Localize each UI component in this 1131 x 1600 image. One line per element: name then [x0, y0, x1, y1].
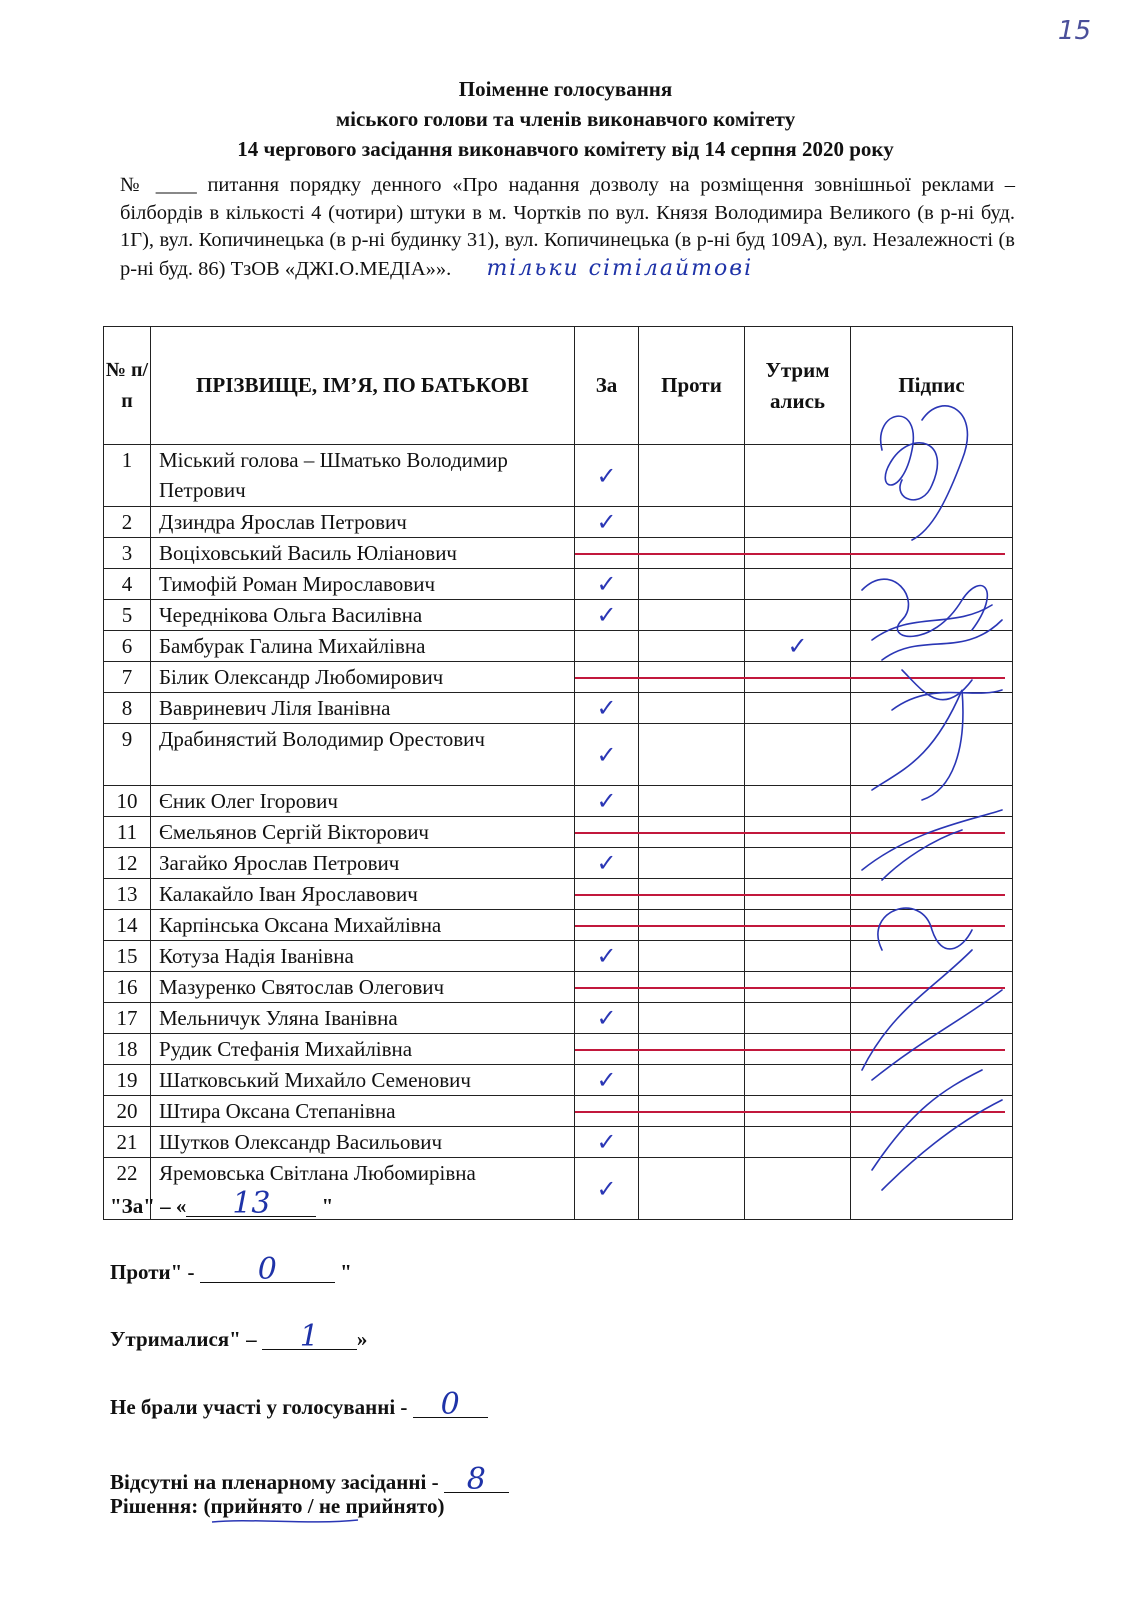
check-mark-icon: ✓: [596, 849, 617, 877]
member-name: Тимофій Роман Мирославович: [151, 569, 575, 600]
check-mark-icon: ✓: [596, 1004, 617, 1032]
row-number: 2: [104, 507, 151, 538]
vote-cell-for: [575, 786, 639, 817]
row-number: 17: [104, 1003, 151, 1034]
vote-cell-against: [639, 693, 745, 724]
row-number: 7: [104, 662, 151, 693]
summary-absent: [110, 1462, 509, 1497]
absent-strike-line: [575, 894, 1005, 896]
vote-cell-against: [639, 507, 745, 538]
vote-cell-abstained: [745, 1065, 851, 1096]
table-row: [104, 693, 1013, 724]
check-mark-icon: ✓: [596, 787, 617, 815]
agenda-text: № ____ питання порядку денного «Про надання дозволу на розміщення зовнішньої реклами – білбордів в кількості 4 (чотири) штуки в м. Чортків по вул. Князя Володимира Великого (в р-ні буд. 1Г), вул. Копичинецька (в р-ні будинку 31), вул. Копичинецька (в р-ні буд 109А), вул. Незалежності (в р-ні буд. 86) ТзОВ «ДЖІ.О.МЕДІА»».: [120, 174, 1015, 280]
vote-cell-against: [639, 631, 745, 662]
summary-abstained-end: »: [356, 1327, 368, 1351]
signature-cell: [851, 724, 1013, 786]
member-name: Карпінська Оксана Михайлівна: [151, 910, 575, 941]
row-number: 12: [104, 848, 151, 879]
member-name: Котуза Надія Іванівна: [151, 941, 575, 972]
summary-for-label: "За" – «: [110, 1194, 187, 1218]
table-row: [104, 941, 1013, 972]
member-name: Єник Олег Ігорович: [151, 786, 575, 817]
table-row: [104, 848, 1013, 879]
check-mark-icon: ✓: [596, 740, 617, 769]
vote-cell-for: [575, 1127, 639, 1158]
row-number: 10: [104, 786, 151, 817]
row-number: 22: [104, 1158, 151, 1220]
signature-cell: [851, 631, 1013, 662]
column-header-abstained: Утрим ались: [745, 327, 851, 445]
vote-cell-against: [639, 1158, 745, 1220]
summary-against-value: 0: [200, 1258, 335, 1283]
table-header-row: [104, 327, 1013, 445]
row-number: 5: [104, 600, 151, 631]
vote-cell-for: [575, 1158, 639, 1220]
vote-cell-for: [575, 445, 639, 507]
table-row: [104, 507, 1013, 538]
member-name: Міський голова – Шматько Володимир Петрович: [151, 445, 575, 507]
member-name: Штира Оксана Степанівна: [151, 1096, 575, 1127]
member-name: Калакайло Іван Ярославович: [151, 879, 575, 910]
summary-for-end: ": [316, 1194, 334, 1218]
row-number: 4: [104, 569, 151, 600]
vote-cell-for: [575, 569, 639, 600]
signature-cell: [851, 1158, 1013, 1220]
vote-cell-abstained: [745, 507, 851, 538]
summary-against-label: Проти" -: [110, 1260, 200, 1284]
vote-cell-abstained: [745, 724, 851, 786]
row-number: 18: [104, 1034, 151, 1065]
member-name: Шутков Олександр Васильович: [151, 1127, 575, 1158]
vote-cell-abstained: [745, 941, 851, 972]
row-number: 11: [104, 817, 151, 848]
signature-cell: [851, 693, 1013, 724]
vote-cell-for: [575, 631, 639, 662]
row-number: 15: [104, 941, 151, 972]
absent-strike-line: [575, 925, 1005, 927]
vote-cell-against: [639, 1065, 745, 1096]
vote-cell-against: [639, 786, 745, 817]
row-number: 20: [104, 1096, 151, 1127]
voting-table: [103, 326, 1013, 1220]
member-name: Шатковський Михайло Семенович: [151, 1065, 575, 1096]
check-mark-icon: ✓: [596, 1128, 617, 1156]
member-name: Дзиндра Ярослав Петрович: [151, 507, 575, 538]
vote-cell-abstained: [745, 1158, 851, 1220]
row-number: 14: [104, 910, 151, 941]
vote-cell-abstained: [745, 693, 851, 724]
signature-cell: [851, 848, 1013, 879]
member-name: Білик Олександр Любомирович: [151, 662, 575, 693]
summary-not-participated: [110, 1387, 488, 1422]
title-line-1: Поіменне голосування: [458, 77, 673, 101]
signature-cell: [851, 1003, 1013, 1034]
member-name: Вавриневич Ліля Іванівна: [151, 693, 575, 724]
summary-not-participated-value: 0: [413, 1393, 488, 1418]
vote-cell-abstained: [745, 445, 851, 507]
signature-cell: [851, 445, 1013, 507]
column-header-against: Проти: [639, 327, 745, 445]
table-row: [104, 445, 1013, 507]
check-mark-icon: ✓: [596, 694, 617, 722]
document-title: [0, 74, 1131, 164]
summary-absent-value: 8: [444, 1468, 509, 1493]
row-number: 9: [104, 724, 151, 786]
vote-cell-for: [575, 724, 639, 786]
vote-cell-against: [639, 1003, 745, 1034]
vote-cell-against: [639, 848, 745, 879]
signature-cell: [851, 1127, 1013, 1158]
decision-underline: [210, 1516, 360, 1526]
member-name: Череднікова Ольга Василівна: [151, 600, 575, 631]
absent-strike-line: [575, 987, 1005, 989]
summary-for: [110, 1186, 334, 1221]
vote-cell-abstained: [745, 569, 851, 600]
handwritten-note: тільки сітілайтові: [486, 255, 754, 281]
vote-cell-against: [639, 600, 745, 631]
signature-cell: [851, 786, 1013, 817]
agenda-item: [120, 172, 1015, 283]
member-name: Яремовська Світлана Любомирівна: [151, 1158, 575, 1220]
absent-strike-line: [575, 1111, 1005, 1113]
absent-strike-line: [575, 832, 1005, 834]
check-mark-icon: ✓: [596, 1066, 617, 1094]
summary-for-value: 13: [186, 1192, 316, 1217]
row-number: 21: [104, 1127, 151, 1158]
member-name: Бамбурак Галина Михайлівна: [151, 631, 575, 662]
signature-cell: [851, 600, 1013, 631]
vote-cell-for: [575, 1065, 639, 1096]
member-name: Мельничук Уляна Іванівна: [151, 1003, 575, 1034]
member-name: Ємельянов Сергій Вікторович: [151, 817, 575, 848]
summary-abstained: [110, 1319, 368, 1354]
title-line-2: міського голови та членів виконавчого комітету: [335, 107, 796, 131]
decision-line: Рішення: (прийнято / не прийнято): [110, 1494, 445, 1518]
check-mark-icon: ✓: [596, 570, 617, 598]
vote-cell-for: [575, 693, 639, 724]
table-row: [104, 600, 1013, 631]
row-number: 13: [104, 879, 151, 910]
member-name: Мазуренко Святослав Олегович: [151, 972, 575, 1003]
vote-cell-against: [639, 569, 745, 600]
title-line-3: 14 чергового засідання виконавчого комітету від 14 серпня 2020 року: [237, 137, 894, 161]
table-row: [104, 724, 1013, 786]
table-row: [104, 1065, 1013, 1096]
table-row: [104, 1003, 1013, 1034]
column-header-for: За: [575, 327, 639, 445]
vote-cell-abstained: [745, 631, 851, 662]
vote-cell-abstained: [745, 1003, 851, 1034]
column-header-signature: Підпис: [851, 327, 1013, 445]
member-name: Загайко Ярослав Петрович: [151, 848, 575, 879]
row-number: 6: [104, 631, 151, 662]
column-header-num: № п/п: [104, 327, 151, 445]
row-number: 3: [104, 538, 151, 569]
vote-cell-against: [639, 941, 745, 972]
check-mark-icon: ✓: [787, 632, 808, 660]
summary-not-participated-label: Не брали участі у голосуванні -: [110, 1395, 413, 1419]
vote-cell-for: [575, 1003, 639, 1034]
row-number: 8: [104, 693, 151, 724]
signature-cell: [851, 569, 1013, 600]
check-mark-icon: ✓: [596, 942, 617, 970]
vote-cell-abstained: [745, 786, 851, 817]
table-row: [104, 1127, 1013, 1158]
member-name: Рудик Стефанія Михайлівна: [151, 1034, 575, 1065]
table-row: [104, 786, 1013, 817]
row-number: 16: [104, 972, 151, 1003]
absent-strike-line: [575, 677, 1005, 679]
vote-cell-for: [575, 848, 639, 879]
page-number: 15: [1057, 16, 1091, 46]
table-row: [104, 569, 1013, 600]
member-name: Драбинястий Володимир Орестович: [151, 724, 575, 786]
vote-cell-abstained: [745, 848, 851, 879]
vote-cell-abstained: [745, 600, 851, 631]
check-mark-icon: ✓: [596, 1174, 617, 1203]
vote-cell-against: [639, 724, 745, 786]
check-mark-icon: ✓: [596, 601, 617, 629]
vote-cell-against: [639, 1127, 745, 1158]
absent-strike-line: [575, 553, 1005, 555]
absent-strike-line: [575, 1049, 1005, 1051]
vote-cell-for: [575, 600, 639, 631]
column-header-name: ПРІЗВИЩЕ, ІМ’Я, ПО БАТЬКОВІ: [151, 327, 575, 445]
vote-cell-for: [575, 507, 639, 538]
vote-cell-for: [575, 941, 639, 972]
vote-cell-against: [639, 445, 745, 507]
table-row: [104, 631, 1013, 662]
signature-cell: [851, 507, 1013, 538]
row-number: 19: [104, 1065, 151, 1096]
summary-absent-label: Відсутні на пленарному засіданні -: [110, 1470, 444, 1494]
signature-cell: [851, 1065, 1013, 1096]
row-number: 1: [104, 445, 151, 507]
summary-abstained-label: Утрималися" –: [110, 1327, 262, 1351]
member-name: Воціховський Василь Юліанович: [151, 538, 575, 569]
summary-against-end: ": [334, 1260, 352, 1284]
signature-cell: [851, 941, 1013, 972]
check-mark-icon: ✓: [596, 461, 617, 490]
check-mark-icon: ✓: [596, 508, 617, 536]
vote-cell-abstained: [745, 1127, 851, 1158]
summary-abstained-value: 1: [262, 1325, 357, 1350]
summary-against: [110, 1252, 352, 1287]
